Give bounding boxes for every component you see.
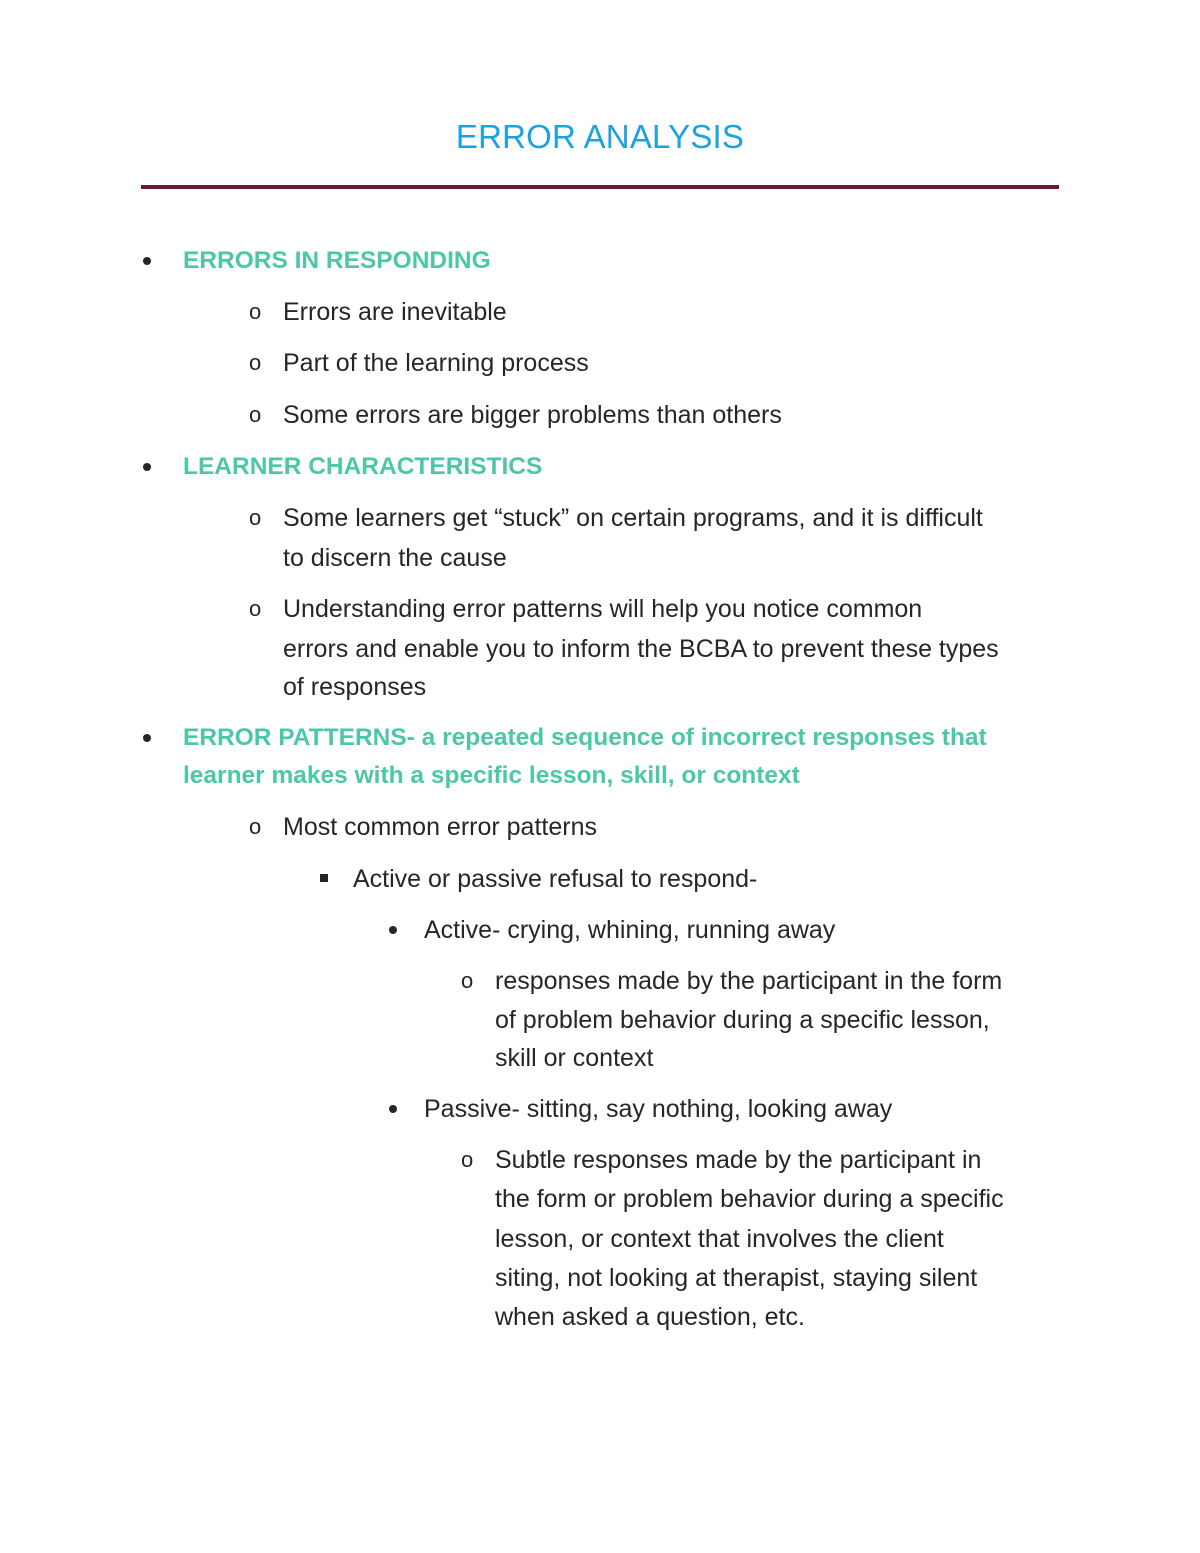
list-item: Part of the learning process	[283, 349, 589, 377]
list-item-line: errors and enable you to inform the BCBA to prevent these types	[283, 635, 999, 663]
circle-bullet-icon: o	[249, 596, 262, 621]
page-title: ERROR ANALYSIS	[455, 118, 745, 155]
list-item-line: responses made by the participant in the form	[495, 967, 1003, 995]
list-item-line: skill or context	[495, 1044, 654, 1072]
circle-bullet-icon: o	[461, 968, 474, 993]
list-item-line: Understanding error patterns will help you notice common	[283, 595, 923, 623]
list-item-line: the form or problem behavior during a specific	[495, 1185, 1004, 1213]
list-item: Passive- sitting, say nothing, looking away	[424, 1095, 893, 1123]
circle-bullet-icon: o	[249, 350, 262, 375]
list-item-line: siting, not looking at therapist, staying silent	[495, 1264, 978, 1292]
bullet-icon	[143, 463, 151, 471]
bullet-icon	[389, 926, 397, 934]
list-item-line: of problem behavior during a specific lesson,	[495, 1006, 990, 1034]
circle-bullet-icon: o	[249, 299, 262, 324]
section-heading-error-patterns: ERROR PATTERNS- a repeated sequence of incorrect responses that	[183, 724, 987, 751]
circle-bullet-icon: o	[461, 1147, 474, 1172]
list-item-line: Subtle responses made by the participant in	[495, 1146, 982, 1174]
list-item-line: lesson, or context that involves the client	[495, 1225, 944, 1253]
bullet-icon	[143, 734, 151, 742]
circle-bullet-icon: o	[249, 814, 262, 839]
list-item: Some errors are bigger problems than others	[283, 401, 782, 429]
title-divider	[141, 185, 1059, 189]
list-item: Most common error patterns	[283, 813, 597, 841]
circle-bullet-icon: o	[249, 505, 262, 530]
section-heading-errors-in-responding: ERRORS IN RESPONDING	[183, 247, 491, 274]
list-item-line: of responses	[283, 673, 427, 701]
list-item: Active or passive refusal to respond-	[353, 865, 758, 893]
section-heading-error-patterns-cont: learner makes with a specific lesson, skill, or context	[183, 762, 800, 789]
bullet-icon	[143, 257, 151, 265]
list-item: Errors are inevitable	[283, 298, 507, 326]
list-item: Active- crying, whining, running away	[424, 916, 836, 944]
list-item-line: Some learners get “stuck” on certain programs, and it is difficult	[283, 504, 983, 532]
list-item-line: when asked a question, etc.	[495, 1303, 805, 1331]
bullet-icon	[389, 1105, 397, 1113]
circle-bullet-icon: o	[249, 402, 262, 427]
section-heading-learner-characteristics: LEARNER CHARACTERISTICS	[183, 453, 543, 480]
square-bullet-icon	[320, 874, 328, 882]
list-item-line: to discern the cause	[283, 544, 507, 572]
